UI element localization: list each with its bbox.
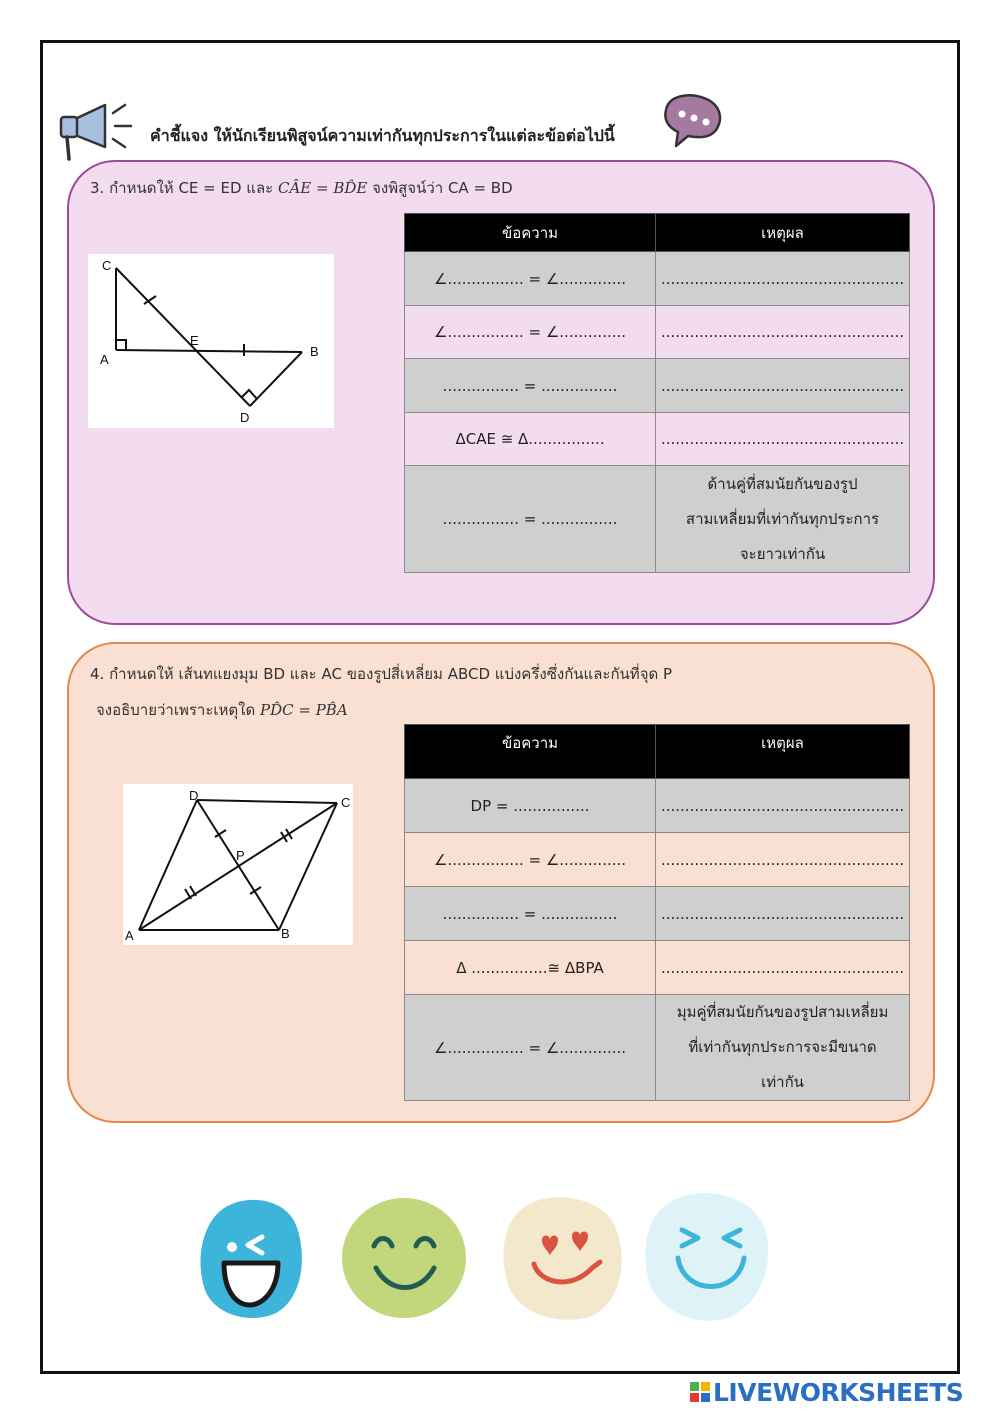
reason-header: เหตุผล (656, 725, 910, 779)
statement-cell[interactable]: ................ = ................ (405, 359, 656, 413)
statement-cell[interactable]: ΔCAE ≅ Δ................ (405, 413, 656, 466)
table-row (405, 306, 910, 359)
reason-line: เท่ากัน (761, 1073, 804, 1091)
table-row (405, 887, 910, 941)
reason-cell[interactable]: ................................................... (656, 779, 910, 833)
reason-cell[interactable]: ................................................... (656, 413, 910, 466)
label-a: A (125, 928, 134, 943)
statement-header: ข้อความ (405, 214, 656, 252)
grinning-squint-face-icon (644, 1186, 772, 1324)
reason-cell[interactable]: ................................................... (656, 941, 910, 995)
speech-bubble-icon (658, 92, 726, 150)
heart-eyes-face-icon (500, 1192, 626, 1322)
liveworksheets-logo (690, 1372, 963, 1412)
label-a: A (100, 352, 109, 367)
label-b: B (281, 926, 290, 941)
question-3-math: CÂE = BD̂E (277, 179, 368, 197)
table-row (405, 252, 910, 306)
question-4-line-2 (96, 698, 348, 722)
label-c: C (102, 258, 112, 273)
statement-cell[interactable]: ∠................ = ∠.............. (405, 833, 656, 887)
question-3-prefix: 3. กำหนดให้ CE = ED และ (90, 179, 278, 197)
question-3-text (90, 176, 513, 200)
reason-cell (656, 995, 910, 1101)
statement-cell[interactable]: ∠................ = ∠.............. (405, 995, 656, 1101)
reason-header: เหตุผล (656, 214, 910, 252)
megaphone-icon (57, 95, 142, 165)
table-row (405, 833, 910, 887)
statement-cell[interactable]: ................ = ................ (405, 466, 656, 573)
proof-table-4 (404, 724, 910, 1101)
laughing-wink-face-icon (198, 1195, 306, 1321)
table-row (405, 413, 910, 466)
triangle-figure-3 (88, 254, 334, 428)
reason-cell[interactable]: ................................................... (656, 887, 910, 941)
question-3-suffix: จงพิสูจน์ว่า CA = BD (367, 179, 513, 197)
statement-cell[interactable]: DP = ................ (405, 779, 656, 833)
question-4-prefix: จงอธิบายว่าเพราะเหตุใด (96, 701, 260, 719)
reason-line: สามเหลี่ยมที่เท่ากันทุกประการ (685, 509, 880, 528)
label-d: D (240, 410, 250, 425)
label-e: E (190, 333, 199, 348)
reason-cell[interactable]: ................................................... (656, 833, 910, 887)
instruction-text: คำชี้แจง ให้นักเรียนพิสูจน์ความเท่ากันทุกประการในแต่ละข้อต่อไปนี้ (150, 126, 615, 145)
statement-cell[interactable]: ................ = ................ (405, 887, 656, 941)
reason-cell[interactable]: ................................................... (656, 359, 910, 413)
statement-cell[interactable]: ∠................ = ∠.............. (405, 306, 656, 359)
reason-line: จะยาวเท่ากัน (739, 544, 826, 563)
liveworksheets-logo-icon (690, 1382, 710, 1402)
table-row (405, 359, 910, 413)
label-d: D (189, 788, 199, 803)
reason-cell[interactable]: ................................................... (656, 252, 910, 306)
statement-header: ข้อความ (405, 725, 656, 779)
table-row (405, 941, 910, 995)
statement-cell[interactable]: ∠................ = ∠.............. (405, 252, 656, 306)
reason-cell (656, 466, 910, 573)
question-4-math: PD̂C = PB̂A (260, 701, 348, 719)
table-row (405, 779, 910, 833)
reason-line: ด้านคู่ที่สมนัยกันของรูป (707, 474, 858, 493)
label-c: C (341, 795, 351, 810)
smiling-face-icon (340, 1198, 468, 1320)
question-4-line-1: 4. กำหนดให้ เส้นทแยงมุม BD และ AC ของรูปสี่เหลี่ยม ABCD แบ่งครึ่งซึ่งกันและกันที่จุด P (90, 665, 673, 683)
table-row (405, 466, 910, 573)
reason-line: มุมคู่ที่สมนัยกันของรูปสามเหลี่ยม (676, 1003, 889, 1021)
table-row (405, 995, 910, 1101)
proof-table-3 (404, 213, 910, 573)
reason-line: ที่เท่ากันทุกประการจะมีขนาด (688, 1038, 877, 1056)
reason-cell[interactable]: ................................................... (656, 306, 910, 359)
statement-cell[interactable]: Δ ................≅ ΔBPA (405, 941, 656, 995)
label-p: P (236, 848, 245, 863)
brand-text: LIVEWORKSHEETS (713, 1377, 964, 1407)
parallelogram-figure-4 (123, 784, 353, 945)
label-b: B (310, 344, 319, 359)
